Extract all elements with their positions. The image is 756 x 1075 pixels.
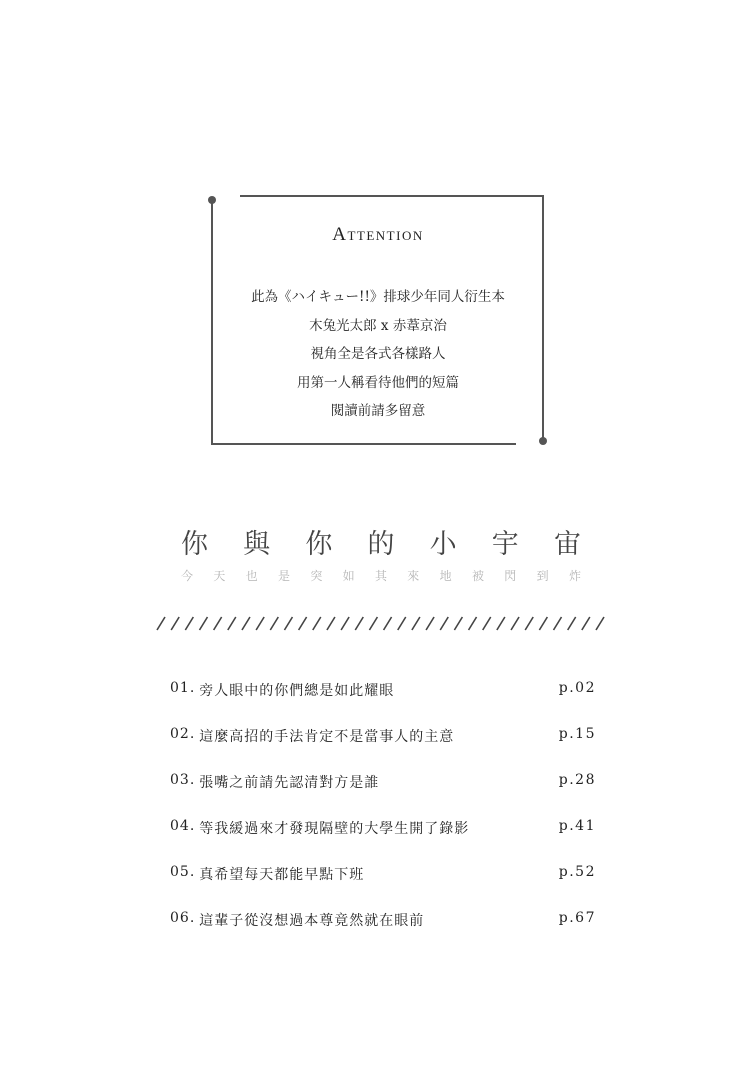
slash-mark [214, 617, 222, 630]
attention-line: 用第一人稱看待他們的短篇 [297, 374, 459, 391]
toc-title: 這輩子從沒想過本尊竟然就在眼前 [199, 913, 425, 929]
subtitle-char: 天 [213, 569, 226, 583]
title-char: 宇 [491, 529, 519, 560]
title-char: 的 [367, 529, 395, 560]
attention-line: 閱讀前請多留意 [330, 403, 426, 419]
slash-mark [313, 617, 321, 630]
slash-mark [228, 617, 236, 630]
toc-page: p.67 [558, 910, 596, 926]
toc-number: 06. [170, 910, 196, 926]
slash-mark [369, 617, 377, 630]
subtitle-char: 突 [310, 569, 323, 583]
subtitle-char: 也 [245, 569, 258, 583]
subtitle-char: 地 [439, 569, 452, 583]
subtitle-char: 到 [536, 569, 549, 583]
slash-mark [284, 617, 292, 630]
slash-mark [511, 617, 519, 630]
slash-mark [327, 617, 335, 630]
slash-mark [270, 617, 278, 630]
toc-row[interactable] [170, 818, 596, 864]
slash-mark [568, 617, 576, 630]
toc-title: 等我緩過來才發現隔壁的大學生開了錄影 [199, 821, 470, 837]
slash-mark [454, 617, 462, 630]
slash-mark [299, 617, 307, 630]
subtitle-char: 來 [407, 569, 420, 583]
toc-row[interactable] [170, 680, 596, 726]
attention-line: 木兔光太郎 x 赤葦京治 [309, 317, 447, 334]
slash-mark [497, 617, 505, 630]
subtitle-char: 是 [277, 569, 290, 583]
slash-mark [582, 617, 590, 630]
slash-mark [426, 617, 434, 630]
toc-number: 03. [170, 772, 196, 788]
attention-title: Attention [332, 224, 424, 245]
slash-mark [398, 617, 406, 630]
toc-title: 真希望每天都能早點下班 [199, 867, 365, 883]
title-char: 你 [305, 529, 333, 560]
slash-mark [440, 617, 448, 630]
toc-number: 02. [170, 726, 196, 742]
toc-row[interactable] [170, 772, 596, 818]
title-char: 小 [429, 529, 457, 560]
attention-line: 此為《ハイキュー!!》排球少年同人衍生本 [251, 289, 505, 305]
slash-mark [596, 617, 604, 630]
toc-number: 05. [170, 864, 196, 880]
subtitle-char: 如 [342, 569, 355, 583]
toc-page: p.41 [558, 818, 596, 834]
toc-row[interactable] [170, 726, 596, 772]
title-char: 你 [181, 529, 208, 560]
slash-mark [199, 617, 207, 630]
toc-number: 04. [170, 818, 196, 834]
toc-page: p.52 [558, 864, 596, 880]
subtitle-char: 其 [374, 569, 387, 583]
slash-mark [525, 617, 533, 630]
toc-row[interactable] [170, 864, 596, 910]
toc-page: p.15 [558, 726, 596, 742]
slash-mark [412, 617, 420, 630]
subtitle-char: 炸 [568, 569, 581, 583]
toc-row[interactable] [170, 910, 596, 956]
slash-mark [483, 617, 491, 630]
toc-title: 這麼高招的手法肯定不是當事人的主意 [199, 729, 455, 745]
title-char: 宙 [553, 529, 581, 560]
subtitle-char: 被 [471, 569, 484, 583]
slash-mark [171, 617, 179, 630]
table-of-contents [170, 680, 596, 956]
slash-mark [384, 617, 392, 630]
toc-page: p.02 [558, 680, 596, 696]
title-char: 與 [243, 529, 271, 560]
subtitle-char: 今 [181, 569, 194, 583]
toc-title: 旁人眼中的你們總是如此耀眼 [199, 683, 395, 699]
slash-mark [242, 617, 250, 630]
slash-mark [157, 617, 165, 630]
slash-mark [554, 617, 562, 630]
toc-title: 張嘴之前請先認清對方是誰 [199, 775, 380, 791]
slash-mark [469, 617, 477, 630]
slash-mark [341, 617, 349, 630]
slash-mark [355, 617, 363, 630]
toc-number: 01. [170, 680, 196, 696]
subtitle-char: 閃 [504, 569, 517, 583]
slash-mark [256, 617, 264, 630]
slash-mark [539, 617, 547, 630]
slash-mark [185, 617, 193, 630]
attention-line: 視角全是各式各樣路人 [310, 346, 446, 362]
toc-page: p.28 [558, 772, 596, 788]
